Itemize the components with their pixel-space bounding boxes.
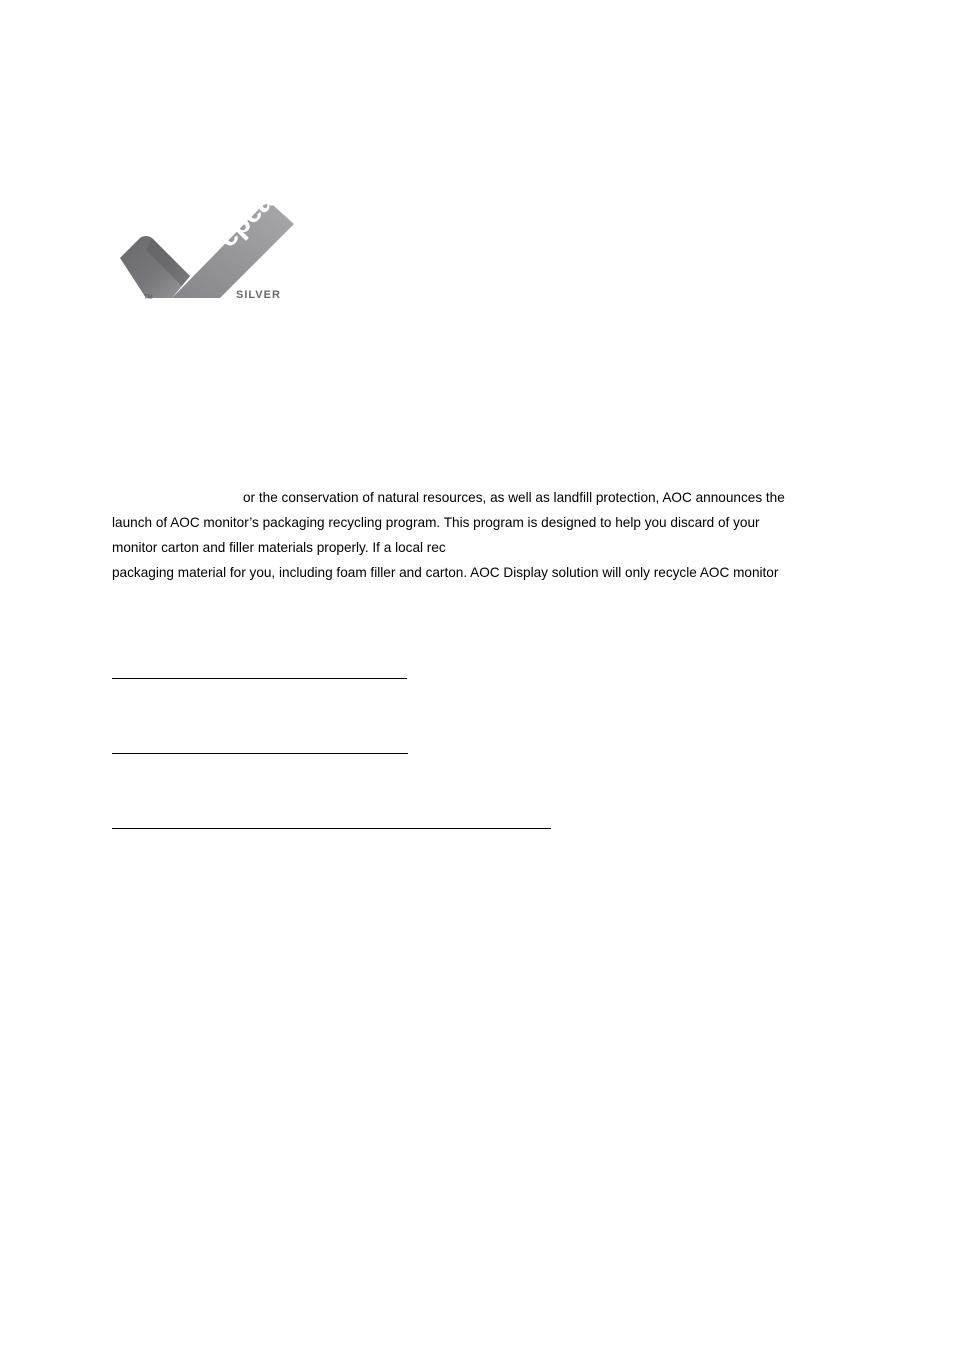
logo-trademark: TM — [144, 295, 153, 301]
logo-level-text: SILVER — [236, 289, 281, 301]
paragraph-line: launch of AOC monitor’s packaging recycling program. This program is designed to help you discard of your — [112, 515, 760, 530]
underline-rule — [112, 678, 407, 679]
logo-brand-text: epeat — [210, 178, 286, 254]
paragraph-line: or the conservation of natural resources, as well as landfill protection, AOC announces the — [243, 490, 785, 505]
paragraph-line: monitor carton and filler materials properly. If a local rec — [112, 540, 446, 555]
paragraph-line: packaging material for you, including foam filler and carton. AOC Display solution will only recycle AOC monitor — [112, 565, 779, 580]
underline-rule — [112, 828, 551, 829]
epeat-silver-logo — [112, 178, 302, 310]
underline-rule — [112, 753, 408, 754]
